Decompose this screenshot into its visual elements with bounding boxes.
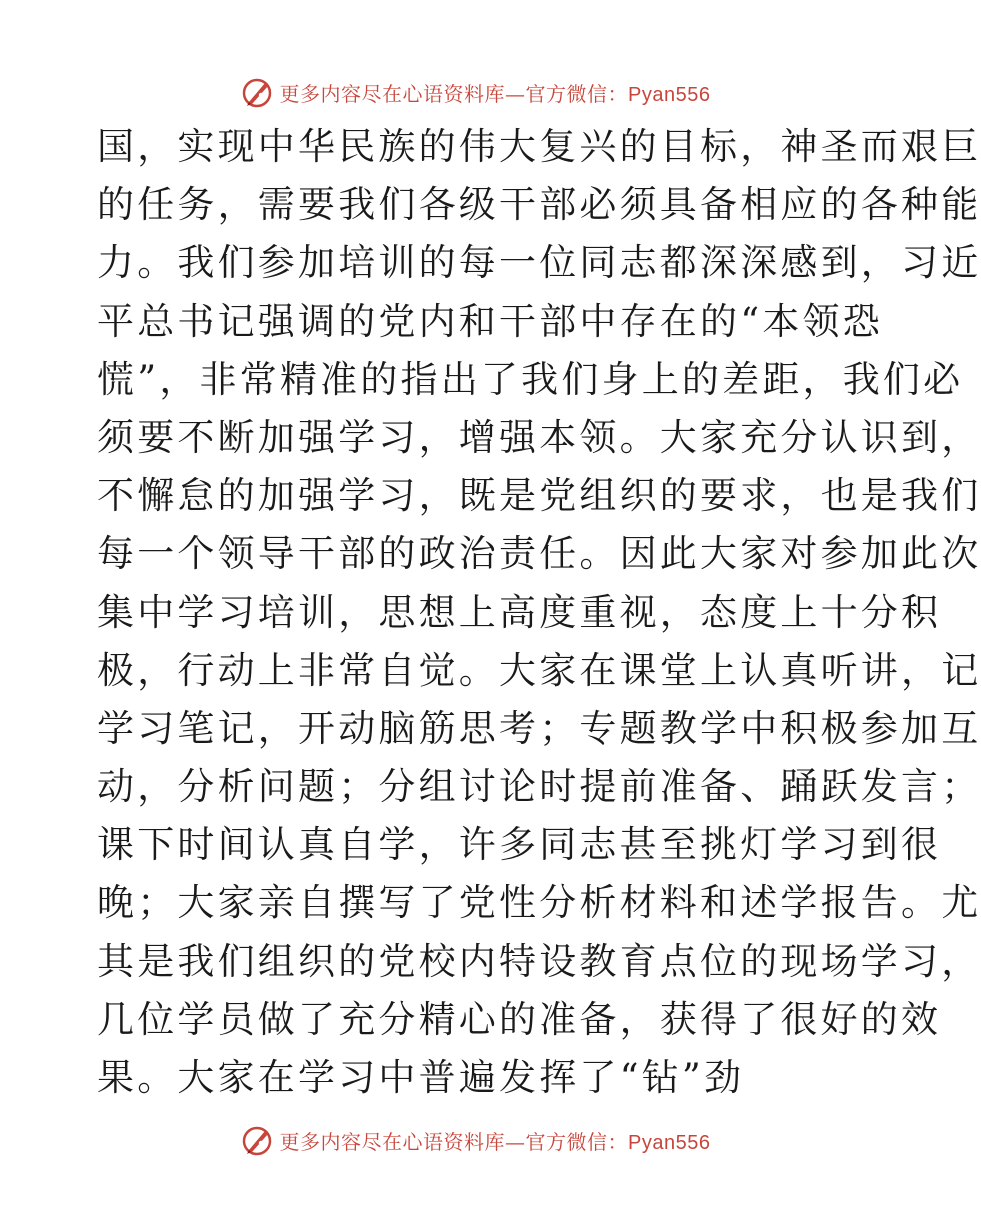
body-line: 极，行动上非常自觉。大家在课堂上认真听讲，记: [97, 648, 981, 692]
body-line: 课下时间认真自学，许多同志甚至挑灯学习到很: [97, 823, 942, 867]
quill-pen-logo-icon: [240, 75, 274, 109]
body-line: 集中学习培训，思想上高度重视，态度上十分积: [97, 590, 942, 634]
body-line: 动，分析问题；分组讨论时提前准备、踊跃发言；: [97, 765, 981, 809]
body-line: 国，实现中华民族的伟大复兴的目标，神圣而艰巨: [97, 125, 981, 168]
quill-pen-logo-icon: [240, 1123, 274, 1157]
body-line: 其是我们组织的党校内特设教育点位的现场学习，: [97, 939, 981, 983]
body-line: 力。我们参加培训的每一位同志都深深感到，习近: [97, 241, 981, 285]
body-line: 不懈怠的加强学习，既是党组织的要求，也是我们: [97, 474, 981, 518]
header-banner: [0, 72, 950, 112]
footer-banner: [0, 1120, 950, 1160]
body-line: 的任务，需要我们各级干部必须具备相应的各种能: [97, 183, 981, 227]
header-banner-text: 更多内容尽在心语资料库—官方微信：Pyan556: [279, 81, 711, 106]
wechat-handle: Pyan556: [628, 1131, 711, 1154]
footer-banner-text: 更多内容尽在心语资料库—官方微信：Pyan556: [279, 1129, 711, 1154]
body-line: 果。大家在学习中普遍发挥了“钻”劲: [97, 1056, 745, 1099]
body-line: 慌”，非常精准的指出了我们身上的差距，我们必: [97, 357, 964, 401]
body-line: 学习笔记，开动脑筋思考；专题教学中积极参加互: [97, 706, 981, 750]
body-line: 每一个领导干部的政治责任。因此大家对参加此次: [97, 532, 981, 576]
body-line: 平总书记强调的党内和干部中存在的“本领恐: [97, 299, 883, 343]
document-body: [97, 118, 981, 1107]
body-line: 几位学员做了充分精心的准备，获得了很好的效: [97, 997, 942, 1041]
body-line: 须要不断加强学习，增强本领。大家充分认识到，: [97, 415, 981, 459]
wechat-handle: Pyan556: [628, 83, 711, 106]
body-line: 晚；大家亲自撰写了党性分析材料和述学报告。尤: [97, 881, 981, 925]
